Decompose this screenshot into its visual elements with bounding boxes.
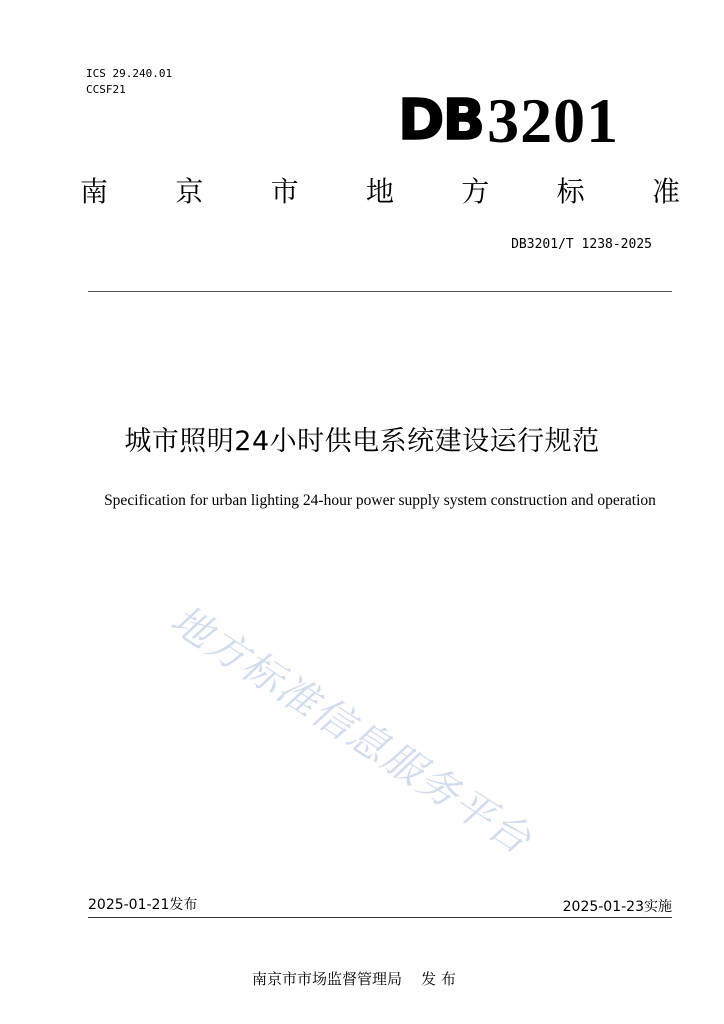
issue-date: 2025-01-21发布 [88, 897, 198, 913]
footer-divider [88, 917, 672, 918]
db-logo-letters: DB [398, 88, 484, 153]
db-logo-number: 3201 [487, 85, 620, 156]
db-logo [398, 85, 620, 156]
standard-type-char: 京 [175, 175, 204, 208]
standard-type-char: 地 [365, 175, 394, 208]
ics-code: ICS 29.240.01 [86, 67, 173, 80]
publisher: 南京市市场监督管理局 发 布 [252, 970, 456, 988]
standard-code: DB3201/T 1238-2025 [511, 237, 652, 252]
standard-type-char: 市 [270, 175, 299, 208]
watermark-text: 地方标准信息服务平台 [162, 596, 540, 865]
standard-type-char: 南 [80, 175, 109, 208]
ccs-code: CCSF21 [86, 83, 126, 96]
standard-type-char: 方 [461, 175, 490, 208]
standard-type-char: 标 [556, 175, 585, 208]
implementation-date: 2025-01-23实施 [562, 899, 672, 915]
document-title-en: Specification for urban lighting 24-hour power supply system construction and operation [104, 492, 656, 509]
standard-type-char: 准 [651, 175, 680, 208]
header-divider [88, 291, 672, 292]
document-title-cn: 城市照明24小时供电系统建设运行规范 [124, 426, 600, 457]
standard-type-title [80, 172, 680, 212]
